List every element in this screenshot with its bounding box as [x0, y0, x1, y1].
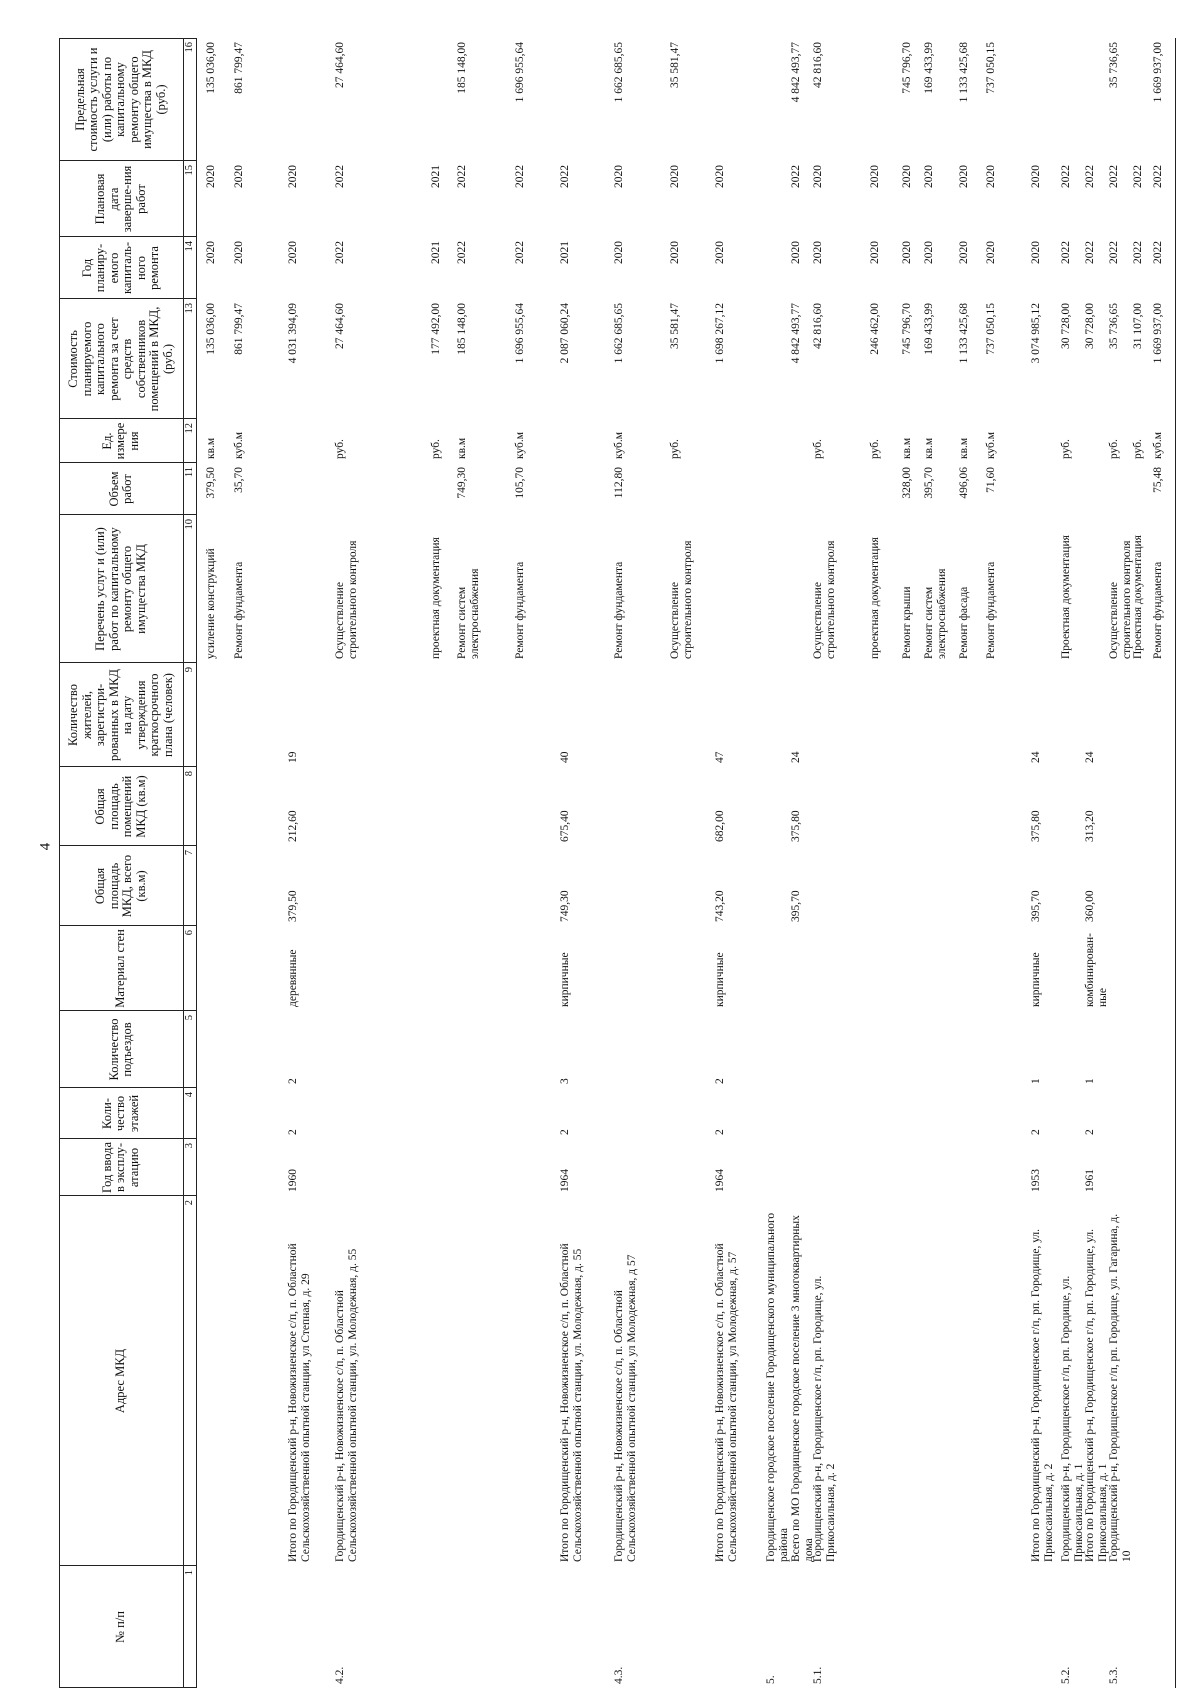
cell-address: Итого по Городищенский р-н, Новожизненское с/п, п. Областной Сельскохозяйственной опытной станции, ул. Молодежная, д. 55	[559, 1243, 584, 1562]
cell-limit: 35 581,47	[669, 42, 681, 88]
cell-end-date: 2020	[985, 165, 997, 188]
cell-cost: 1 669 937,00	[1152, 303, 1164, 364]
cell-residents: 24	[1030, 751, 1042, 763]
cell-volume: 112,80	[613, 467, 625, 499]
cell-plan-year: 2022	[334, 241, 346, 264]
col-number-residents: 9	[184, 667, 195, 673]
cell-unit: руб.	[669, 439, 681, 459]
cell-unit: кв.м	[456, 437, 468, 459]
header-volume: Объем работ	[106, 471, 134, 507]
cell-limit: 185 148,00	[456, 42, 468, 94]
cell-plan-year: 2020	[233, 241, 245, 264]
cell-wall: комбинирован-ные	[1084, 933, 1109, 1007]
cell-floors: 2	[559, 1129, 571, 1135]
cell-total-area: 749,30	[559, 890, 571, 922]
cell-premises-area: 375,80	[1030, 810, 1042, 842]
column-rule	[59, 298, 196, 299]
cell-end-date: 2022	[1132, 165, 1144, 188]
cell-cost: 737 050,15	[985, 303, 997, 355]
cell-plan-year: 2022	[1108, 241, 1120, 264]
cell-unit: руб.	[334, 439, 346, 459]
cell-cost: 1 133 425,68	[958, 303, 970, 364]
cell-end-date: 2020	[812, 165, 824, 188]
cell-cost: 27 464,60	[334, 303, 346, 349]
col-number-works: 10	[184, 519, 195, 530]
cell-end-date: 2020	[923, 165, 935, 188]
cell-works: Ремонт фундамента	[613, 561, 625, 659]
cell-cost: 135 036,00	[205, 303, 217, 355]
cell-cost: 2 087 060,24	[559, 303, 571, 364]
cell-end-date: 2020	[901, 165, 913, 188]
col-number-cost: 13	[184, 303, 195, 314]
page-number: 4	[37, 842, 54, 851]
col-number-end-date: 15	[184, 165, 195, 176]
header-wall: Материал стен	[113, 929, 128, 1008]
cell-entrances: 1	[1030, 1078, 1042, 1084]
cell-plan-year: 2020	[613, 241, 625, 264]
header-works: Перечень услуг и (или) работ по капитальному ремонту общего имущества МКД	[93, 527, 148, 651]
cell-works: Осуществление строительного контроля	[812, 540, 837, 659]
cell-limit: 1 133 425,68	[958, 42, 970, 103]
cell-premises-area: 375,80	[790, 810, 802, 842]
cell-works: Ремонт систем электроснабжения	[456, 568, 481, 659]
cell-end-date: 2020	[233, 165, 245, 188]
cell-end-date: 2020	[958, 165, 970, 188]
cell-end-date: 2021	[430, 165, 442, 188]
cell-plan-year: 2022	[1084, 241, 1096, 264]
cell-entrances: 2	[287, 1078, 299, 1084]
cell-num: 5.3.	[1108, 1666, 1120, 1684]
cell-unit: кв.м	[205, 437, 217, 459]
cell-address: Всего по МО Городищенское городское поселение 3 многоквартирных дома	[790, 1215, 815, 1562]
cell-cost: 246 462,00	[869, 303, 881, 355]
cell-cost: 30 728,00	[1084, 303, 1096, 349]
cell-address: Городищенское городское поселение Городищенского муниципального района	[765, 1212, 790, 1562]
cell-cost: 4 031 394,09	[287, 303, 299, 364]
cell-plan-year: 2022	[1152, 241, 1164, 264]
cell-premises-area: 212,60	[287, 810, 299, 842]
rotated-table	[59, 38, 1176, 1688]
cell-cost: 30 728,00	[1060, 303, 1072, 349]
cell-unit: куб.м	[514, 431, 526, 459]
cell-cost: 3 074 985,12	[1030, 303, 1042, 364]
col-number-year: 3	[184, 1143, 195, 1149]
cell-cost: 31 107,00	[1132, 303, 1144, 349]
cell-residents: 24	[790, 751, 802, 763]
cell-works: Проектная документация	[1060, 535, 1072, 659]
cell-end-date: 2020	[1030, 165, 1042, 188]
table-rule	[196, 38, 197, 1688]
cell-wall: кирпичные	[559, 952, 571, 1007]
cell-works: Ремонт систем электроснабжения	[923, 568, 948, 659]
cell-works: Ремонт крыши	[901, 586, 913, 659]
cell-address: Городищенский р-н, Городищенское г/п, рп. Городище, ул. Прикосаильная, д. 1	[1060, 1275, 1085, 1562]
cell-unit: руб.	[869, 439, 881, 459]
cell-residents: 40	[559, 751, 571, 763]
cell-works: Осуществление строительного контроля	[669, 540, 694, 659]
cell-cost: 177 492,00	[430, 303, 442, 355]
column-rule	[59, 1087, 196, 1088]
column-rule	[59, 1195, 196, 1196]
cell-unit: куб.м	[233, 431, 245, 459]
header-cost: Стоимость планируемого капитального ремонта за счет средств собственников помещений в МКД, (руб.)	[66, 306, 175, 412]
cell-limit: 35 736,65	[1108, 42, 1120, 88]
cell-unit: руб.	[812, 439, 824, 459]
column-rule	[59, 1687, 196, 1688]
cell-end-date: 2022	[456, 165, 468, 188]
cell-residents: 24	[1084, 751, 1096, 763]
cell-year: 1964	[714, 1169, 726, 1192]
cell-unit: руб.	[1060, 439, 1072, 459]
cell-wall: кирпичные	[1030, 952, 1042, 1007]
cell-cost: 1 662 685,65	[613, 303, 625, 364]
cell-unit: руб.	[1108, 439, 1120, 459]
cell-cost: 35 736,65	[1108, 303, 1120, 349]
header-premises-area: Общая площадь помещений МКД (кв.м)	[93, 775, 148, 838]
cell-works: проектная документация	[869, 537, 881, 659]
cell-cost: 35 581,47	[669, 303, 681, 349]
cell-plan-year: 2022	[1132, 241, 1144, 264]
cell-works: Ремонт фасада	[958, 586, 970, 659]
cell-works: проектная документация	[430, 537, 442, 659]
cell-num: 5.	[765, 1675, 777, 1684]
table-rule	[59, 38, 60, 1688]
cell-limit: 1 662 685,65	[613, 42, 625, 103]
cell-floors: 2	[1030, 1129, 1042, 1135]
cell-floors: 2	[287, 1129, 299, 1135]
cell-end-date: 2022	[1060, 165, 1072, 188]
col-number-premises-area: 8	[184, 771, 195, 777]
cell-total-area: 395,70	[790, 890, 802, 922]
col-number-floors: 4	[184, 1092, 195, 1098]
cell-plan-year: 2020	[714, 241, 726, 264]
cell-unit: руб.	[1132, 439, 1144, 459]
cell-floors: 2	[714, 1129, 726, 1135]
header-plan-year: Год планиру-емого капиталь-ного ремонта	[79, 241, 161, 295]
cell-cost: 4 842 493,77	[790, 303, 802, 364]
cell-num: 5.1.	[812, 1666, 824, 1684]
cell-unit: куб.м	[1152, 431, 1164, 459]
cell-limit: 27 464,60	[334, 42, 346, 88]
cell-cost: 745 796,70	[901, 303, 913, 355]
cell-volume: 328,00	[901, 467, 913, 499]
cell-plan-year: 2022	[1060, 241, 1072, 264]
cell-plan-year: 2020	[901, 241, 913, 264]
cell-plan-year: 2020	[790, 241, 802, 264]
cell-volume: 35,70	[233, 467, 245, 493]
cell-end-date: 2020	[613, 165, 625, 188]
cell-end-date: 2020	[287, 165, 299, 188]
cell-year: 1953	[1030, 1169, 1042, 1192]
cell-end-date: 2020	[869, 165, 881, 188]
column-rule	[59, 514, 196, 515]
cell-residents: 47	[714, 751, 726, 763]
cell-end-date: 2022	[514, 165, 526, 188]
cell-works: Осуществление строительного контроля	[1108, 540, 1133, 659]
cell-limit: 1 696 955,64	[514, 42, 526, 103]
cell-cost: 42 816,60	[812, 303, 824, 349]
cell-unit: кв.м	[958, 437, 970, 459]
cell-premises-area: 675,40	[559, 810, 571, 842]
cell-plan-year: 2020	[869, 241, 881, 264]
cell-end-date: 2022	[790, 165, 802, 188]
cell-limit: 1 669 937,00	[1152, 42, 1164, 103]
cell-num: 4.2.	[334, 1666, 346, 1684]
cell-end-date: 2022	[1152, 165, 1164, 188]
cell-address: Городищенский р-н, Новожизненское с/п, п. Областной Сельскохозяйственной опытной станции, ул. Молодежная, д. 55	[334, 1248, 359, 1562]
column-rule	[59, 236, 196, 237]
cell-plan-year: 2020	[205, 241, 217, 264]
cell-limit: 135 036,00	[205, 42, 217, 94]
column-rule	[59, 925, 196, 926]
cell-end-date: 2020	[714, 165, 726, 188]
cell-limit: 169 433,99	[923, 42, 935, 94]
cell-unit: куб.м	[613, 431, 625, 459]
col-number-plan-year: 14	[184, 241, 195, 252]
column-rule	[59, 1010, 196, 1011]
cell-end-date: 2022	[1084, 165, 1096, 188]
cell-limit: 745 796,70	[901, 42, 913, 94]
cell-plan-year: 2021	[430, 241, 442, 264]
column-rule	[59, 38, 196, 39]
cell-end-date: 2022	[1108, 165, 1120, 188]
cell-plan-year: 2020	[958, 241, 970, 264]
cell-address: Городищенский р-н, Городищенское г/п, рп. Городище, ул. Прикосаильная, д. 2	[812, 1275, 837, 1562]
column-rule	[59, 1138, 196, 1139]
cell-address: Итого по Городищенский р-н, Городищенское г/п, рп. Городище, ул. Прикосаильная, д. 2	[1030, 1228, 1055, 1562]
cell-works: Ремонт фундамента	[233, 561, 245, 659]
header-limit: Предельная стоимость услуги и (или) работы по капитальному ремонту общего имущества в МКД (руб.)	[72, 47, 168, 152]
cell-premises-area: 682,00	[714, 810, 726, 842]
column-rule	[59, 160, 196, 161]
cell-num: 4.3.	[613, 1666, 625, 1684]
col-number-wall: 6	[184, 930, 195, 936]
header-residents: Количество жителей, зарегистри-рованных в МКД на дату утверждения краткосрочного плана (человек)	[66, 669, 175, 761]
cell-volume: 75,48	[1152, 467, 1164, 493]
cell-plan-year: 2020	[923, 241, 935, 264]
header-unit: Ед. измере ния	[99, 422, 141, 460]
cell-cost: 861 799,47	[233, 303, 245, 355]
cell-volume: 496,06	[958, 467, 970, 499]
col-number-total-area: 7	[184, 850, 195, 856]
cell-end-date: 2020	[205, 165, 217, 188]
cell-volume: 379,50	[205, 467, 217, 499]
cell-end-date: 2020	[669, 165, 681, 188]
cell-total-area: 395,70	[1030, 890, 1042, 922]
cell-plan-year: 2020	[985, 241, 997, 264]
col-number-limit: 16	[184, 42, 195, 53]
cell-residents: 19	[287, 751, 299, 763]
column-rule	[59, 662, 196, 663]
cell-entrances: 1	[1084, 1078, 1096, 1084]
cell-unit: руб.	[430, 439, 442, 459]
cell-address: Итого по Городищенский р-н, Новожизненское с/п, п. Областной Сельскохозяйственной опытной станции, ул Молодежная, д. 57	[714, 1243, 739, 1562]
column-rule	[59, 462, 196, 463]
column-rule	[59, 845, 196, 846]
cell-end-date: 2022	[334, 165, 346, 188]
cell-address: Городищенский р-н, Городищенское г/п, рп. Городище, ул. Гагарина, д. 10	[1108, 1213, 1133, 1562]
cell-premises-area: 313,20	[1084, 810, 1096, 842]
cell-works: Ремонт фундамента	[985, 561, 997, 659]
header-entrances: Количество подъездов	[106, 1018, 134, 1081]
header-total-area: Общая площадь МКД, всего (кв.м)	[93, 854, 148, 918]
column-rule	[59, 766, 196, 767]
cell-works: усиление конструкций	[205, 548, 217, 659]
column-rule	[59, 418, 196, 419]
header-floors: Коли-чество этажей	[99, 1094, 141, 1133]
header-year: Год ввода в эксплу-атацию	[99, 1141, 141, 1194]
cell-unit: куб.м	[985, 431, 997, 459]
col-number-num: 1	[184, 1570, 195, 1576]
cell-works: Ремонт фундамента	[514, 561, 526, 659]
cell-cost: 185 148,00	[456, 303, 468, 355]
cell-limit: 861 799,47	[233, 42, 245, 94]
cell-unit: кв.м	[901, 437, 913, 459]
cell-total-area: 743,20	[714, 890, 726, 922]
cell-volume: 105,70	[514, 467, 526, 499]
cell-volume: 749,30	[456, 467, 468, 499]
header-address: Адрес МКД	[113, 1348, 128, 1414]
table-frame	[59, 38, 1176, 1688]
col-number-volume: 11	[184, 467, 195, 478]
table-rule	[1175, 38, 1176, 1688]
cell-works: Осуществление строительного контроля	[334, 540, 359, 659]
cell-address: Итого по Городищенский р-н, Новожизненское с/п, п. Областной Сельскохозяйственной опытной станции, ул Степная, д. 29	[287, 1243, 312, 1562]
cell-wall: кирпичные	[714, 952, 726, 1007]
cell-end-date: 2022	[559, 165, 571, 188]
cell-entrances: 3	[559, 1078, 571, 1084]
cell-cost: 1 698 267,12	[714, 303, 726, 364]
cell-plan-year: 2020	[1030, 241, 1042, 264]
col-number-entrances: 5	[184, 1015, 195, 1021]
cell-unit: кв.м	[923, 437, 935, 459]
cell-works: Проектная документация	[1132, 535, 1144, 659]
cell-cost: 1 696 955,64	[514, 303, 526, 364]
cell-plan-year: 2022	[456, 241, 468, 264]
cell-num: 5.2.	[1060, 1666, 1072, 1684]
header-end-date: Плановая дата заверше-ния работ	[93, 165, 148, 233]
cell-limit: 4 842 493,77	[790, 42, 802, 103]
cell-plan-year: 2021	[559, 241, 571, 264]
cell-volume: 395,70	[923, 467, 935, 499]
cell-total-area: 379,50	[287, 890, 299, 922]
cell-works: Ремонт фундамента	[1152, 561, 1164, 659]
cell-wall: деревянные	[287, 949, 299, 1007]
cell-plan-year: 2020	[669, 241, 681, 264]
cell-floors: 2	[1084, 1129, 1096, 1135]
cell-total-area: 360,00	[1084, 890, 1096, 922]
cell-address: Итого по Городищенский р-н, Городищенское г/п, рп. Городище, ул. Прикосаильная, д. 1	[1084, 1228, 1109, 1562]
cell-address: Городищенский р-н, Новожизненское с/п, п. Областной Сельскохозяйственной опытной станции, ул Молодежная, д 57	[613, 1254, 638, 1562]
cell-year: 1961	[1084, 1169, 1096, 1192]
cell-year: 1964	[559, 1169, 571, 1192]
cell-plan-year: 2020	[812, 241, 824, 264]
cell-limit: 42 816,60	[812, 42, 824, 88]
col-number-address: 2	[184, 1200, 195, 1206]
cell-entrances: 2	[714, 1078, 726, 1084]
cell-cost: 169 433,99	[923, 303, 935, 355]
header-num: № п/п	[113, 1611, 128, 1643]
cell-plan-year: 2022	[514, 241, 526, 264]
cell-limit: 737 050,15	[985, 42, 997, 94]
cell-volume: 71,60	[985, 467, 997, 493]
col-number-unit: 12	[184, 423, 195, 434]
cell-plan-year: 2020	[287, 241, 299, 264]
column-rule	[59, 1565, 196, 1566]
cell-year: 1960	[287, 1169, 299, 1192]
